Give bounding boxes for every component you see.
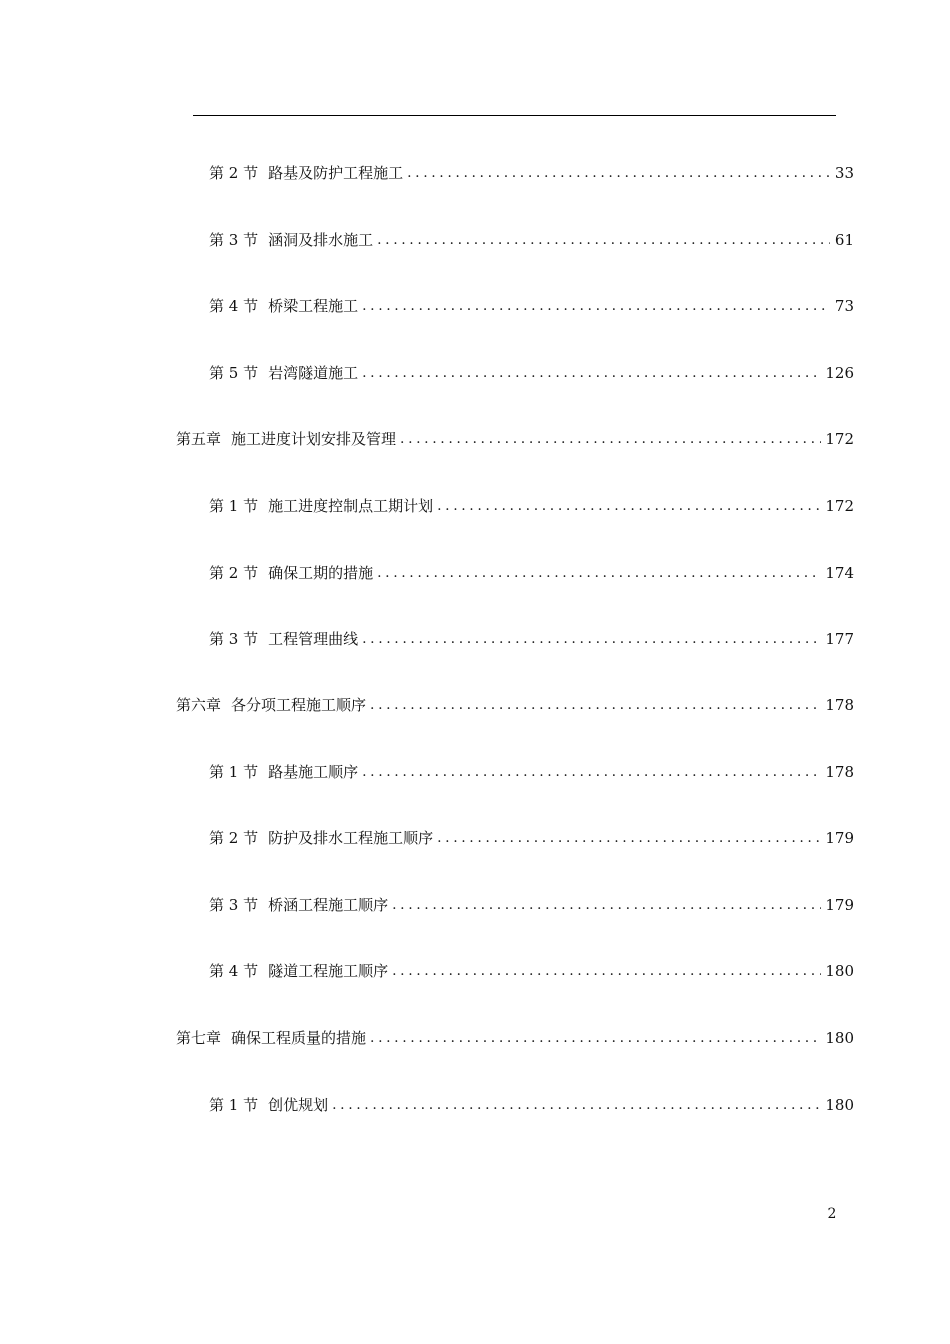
toc-dot-leader: [407, 162, 830, 184]
toc-entry[interactable]: [209, 827, 854, 849]
toc-entry-label: [209, 827, 433, 849]
header-rule: [193, 115, 836, 116]
toc-entry-number: 第 3 节: [209, 231, 259, 249]
toc-chapter-entry[interactable]: [176, 1027, 854, 1049]
toc-entry-title: 岩湾隧道施工: [268, 364, 359, 382]
toc-entry-page: 179: [825, 896, 854, 914]
toc-entry-number: 第 1 节: [209, 763, 259, 781]
toc-entry-page: 177: [825, 630, 854, 648]
toc-entry-number: 第 4 节: [209, 962, 259, 980]
toc-entry-label: [176, 694, 366, 716]
toc-entry-title: 确保工程质量的措施: [231, 1029, 367, 1047]
toc-entry[interactable]: [209, 295, 854, 317]
toc-entry-page: 178: [825, 763, 854, 781]
toc-entry-title: 各分项工程施工顺序: [231, 696, 367, 714]
toc-entry-title: 路基及防护工程施工: [268, 164, 404, 182]
toc-entry[interactable]: [209, 495, 854, 517]
toc-entry-title: 防护及排水工程施工顺序: [268, 829, 434, 847]
toc-entry-number: 第 5 节: [209, 364, 259, 382]
toc-entry-label: [209, 162, 403, 184]
toc-entry[interactable]: [209, 628, 854, 650]
toc-entry-number: 第 3 节: [209, 896, 259, 914]
toc-entry[interactable]: [209, 362, 854, 384]
toc-dot-leader: [377, 229, 830, 251]
page-number: 2: [827, 1206, 837, 1222]
toc-entry-label: [209, 562, 373, 584]
toc-entry-title: 确保工期的措施: [268, 564, 374, 582]
toc-entry-number: 第 4 节: [209, 297, 259, 315]
toc-entry[interactable]: [209, 1094, 854, 1116]
toc-entry-title: 创优规划: [268, 1096, 329, 1114]
toc-dot-leader: [377, 562, 821, 584]
toc-entry-label: [176, 428, 396, 450]
toc-entry-label: [209, 761, 358, 783]
toc-entry-page: 180: [825, 1029, 854, 1047]
toc-entry-label: [209, 894, 388, 916]
toc-entry-title: 路基施工顺序: [268, 763, 359, 781]
toc-entry-page: 174: [825, 564, 854, 582]
toc-entry[interactable]: [209, 562, 854, 584]
toc-entry[interactable]: [209, 960, 854, 982]
toc-dot-leader: [362, 628, 821, 650]
toc-entry-label: [209, 229, 373, 251]
toc-entry-title: 涵洞及排水施工: [268, 231, 374, 249]
toc-entry-number: 第七章: [176, 1029, 222, 1047]
toc-entry-label: [209, 362, 358, 384]
toc-entry-page: 126: [825, 364, 854, 382]
toc-dot-leader: [362, 362, 821, 384]
toc-entry-page: 172: [825, 430, 854, 448]
toc-entry-page: 73: [834, 297, 854, 315]
toc-dot-leader: [332, 1094, 821, 1116]
toc-entry-label: [176, 1027, 366, 1049]
toc-entry-title: 施工进度控制点工期计划: [268, 497, 434, 515]
toc-entry-page: 172: [825, 497, 854, 515]
toc-dot-leader: [370, 694, 821, 716]
toc-entry-number: 第五章: [176, 430, 222, 448]
toc-entry-number: 第 2 节: [209, 829, 259, 847]
toc-dot-leader: [392, 960, 821, 982]
toc-dot-leader: [437, 827, 821, 849]
toc-entry-title: 隧道工程施工顺序: [268, 962, 389, 980]
toc-dot-leader: [370, 1027, 821, 1049]
toc-entry-title: 桥梁工程施工: [268, 297, 359, 315]
toc-entry-page: 33: [834, 164, 854, 182]
toc-dot-leader: [400, 428, 821, 450]
toc-entry[interactable]: [209, 761, 854, 783]
toc-entry-page: 61: [834, 231, 854, 249]
toc-entry-number: 第 1 节: [209, 497, 259, 515]
toc-entry-label: [209, 960, 388, 982]
toc-chapter-entry[interactable]: [176, 694, 854, 716]
toc-entry-page: 178: [825, 696, 854, 714]
toc-entry-number: 第 2 节: [209, 164, 259, 182]
toc-dot-leader: [437, 495, 821, 517]
toc-dot-leader: [362, 295, 830, 317]
toc-dot-leader: [392, 894, 821, 916]
toc-entry-number: 第 2 节: [209, 564, 259, 582]
toc-entry-label: [209, 495, 433, 517]
toc-entry[interactable]: [209, 894, 854, 916]
toc-entry[interactable]: [209, 229, 854, 251]
toc-entry-number: 第六章: [176, 696, 222, 714]
toc-entry-page: 179: [825, 829, 854, 847]
toc-entry-number: 第 1 节: [209, 1096, 259, 1114]
toc-entry-title: 工程管理曲线: [268, 630, 359, 648]
toc-chapter-entry[interactable]: [176, 428, 854, 450]
toc-entry[interactable]: [209, 162, 854, 184]
toc-entry-label: [209, 628, 358, 650]
toc-entry-page: 180: [825, 962, 854, 980]
toc-entry-page: 180: [825, 1096, 854, 1114]
toc-dot-leader: [362, 761, 821, 783]
toc-entry-label: [209, 1094, 328, 1116]
toc-entry-title: 桥涵工程施工顺序: [268, 896, 389, 914]
toc-entry-number: 第 3 节: [209, 630, 259, 648]
toc-entry-label: [209, 295, 358, 317]
toc-entry-title: 施工进度计划安排及管理: [231, 430, 397, 448]
